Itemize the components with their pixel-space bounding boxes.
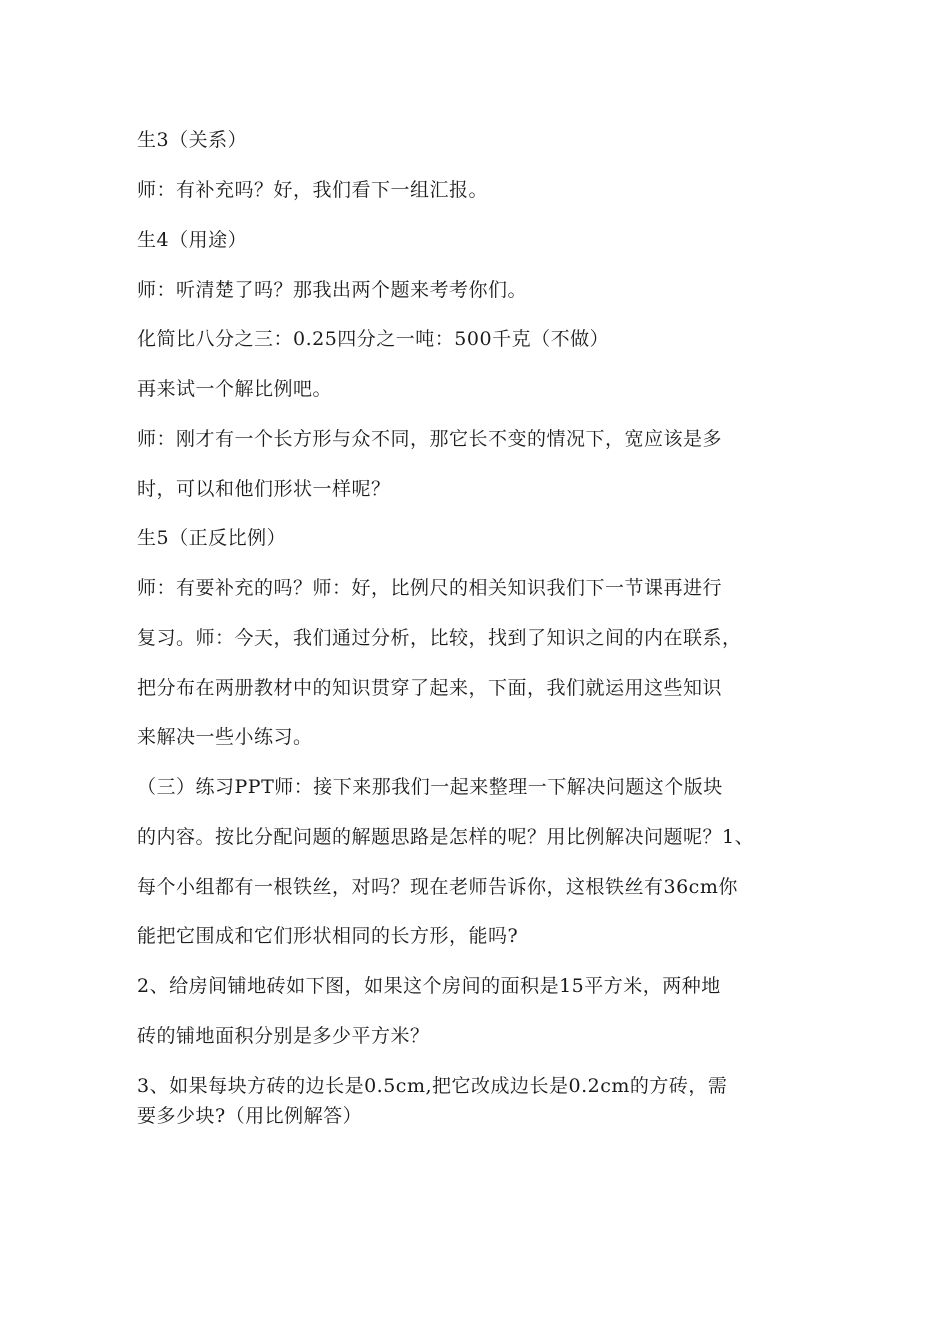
text-line: 把分布在两册教材中的知识贯穿了起来，下面，我们就运用这些知识 — [137, 677, 723, 699]
text-line: 3、如果每块方砖的边长是0.5cm,把它改成边长是0.2cm的方砖，需 — [137, 1075, 728, 1097]
text-line: 砖的铺地面积分别是多少平方米？ — [137, 1025, 430, 1047]
text-line: （三）练习PPT师：接下来那我们一起来整理一下解决问题这个版块 — [137, 776, 723, 798]
text-line: 生3（关系） — [137, 129, 248, 151]
text-line: 2、给房间铺地砖如下图，如果这个房间的面积是15平方米，两种地 — [137, 975, 721, 997]
text-line: 师：刚才有一个长方形与众不同，那它长不变的情况下，宽应该是多 — [137, 428, 723, 450]
text-line: 生4（用途） — [137, 229, 248, 251]
text-line: 师：有补充吗？好，我们看下一组汇报。 — [137, 179, 489, 201]
text-line: 化简比八分之三：0.25四分之一吨：500千克（不做） — [137, 328, 610, 350]
text-line: 时，可以和他们形状一样呢？ — [137, 478, 391, 500]
text-line: 的内容。按比分配问题的解题思路是怎样的呢？用比例解决问题呢？1、 — [137, 826, 755, 848]
text-line: 复习。师：今天，我们通过分析，比较，找到了知识之间的内在联系， — [137, 627, 742, 649]
text-line: 师：听清楚了吗？那我出两个题来考考你们。 — [137, 279, 528, 301]
text-line: 来解决一些小练习。 — [137, 726, 313, 748]
text-line: 每个小组都有一根铁丝，对吗？现在老师告诉你，这根铁丝有36cm你 — [137, 876, 738, 898]
text-line: 能把它围成和它们形状相同的长方形，能吗? — [137, 925, 519, 947]
text-line: 要多少块?（用比例解答） — [137, 1105, 363, 1127]
text-line: 再来试一个解比例吧。 — [137, 378, 333, 400]
text-line: 生5（正反比例） — [137, 527, 287, 549]
text-line: 师：有要补充的吗？师：好，比例尺的相关知识我们下一节课再进行 — [137, 577, 723, 599]
